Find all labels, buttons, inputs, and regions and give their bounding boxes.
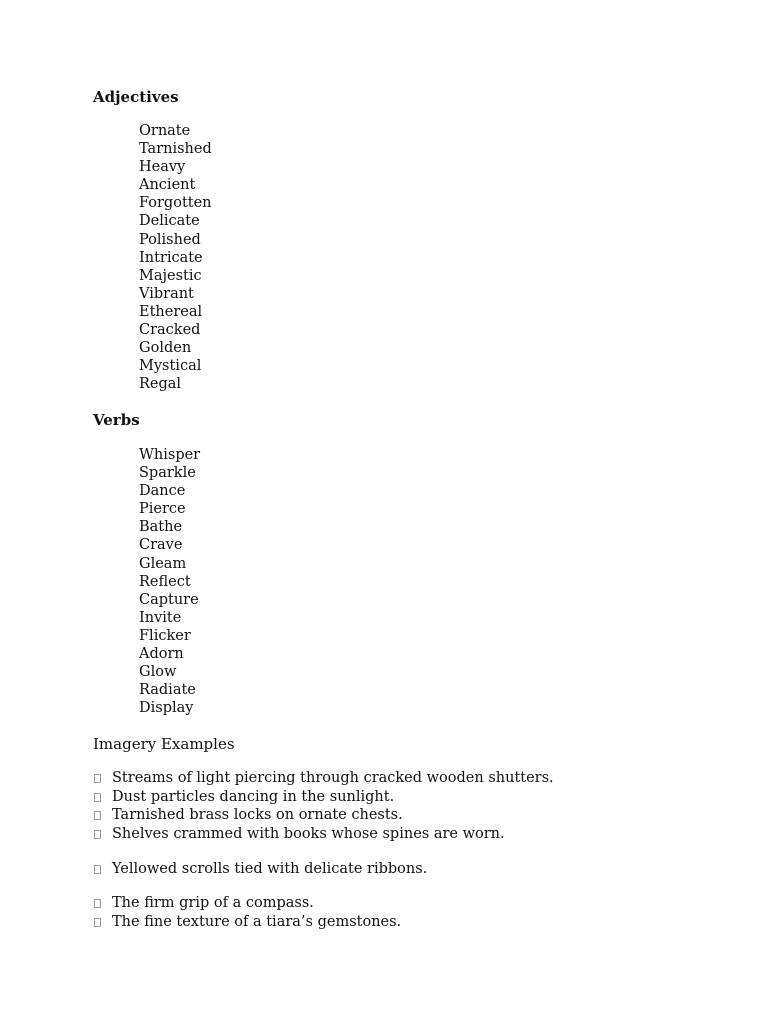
verbs-heading: Verbs [93,411,140,429]
missing-glyph-bullet-icon [94,774,101,783]
list-word: Glow [139,664,177,681]
missing-glyph-bullet-icon [94,899,101,908]
list-word: Forgotten [139,195,212,212]
imagery-heading: Imagery Examples [93,735,235,753]
list-word: Gleam [139,555,187,572]
list-word: Cracked [139,322,201,339]
list-word: Whisper [139,447,201,463]
list-word: Heavy [139,159,186,176]
imagery-text: The firm grip of a compass. [112,895,314,911]
list-word: Golden [139,340,192,357]
list-word: Pierce [139,501,186,518]
imagery-text: Streams of light piercing through cracked wooden shutters. [112,770,554,786]
imagery-text: The fine texture of a tiara’s gemstones. [112,913,402,930]
list-word: Sparkle [139,465,196,482]
missing-glyph-bullet-icon [94,865,101,874]
list-word: Dance [139,483,186,500]
imagery-text: Yellowed scrolls tied with delicate ribbons. [112,861,428,877]
list-word: Radiate [139,682,196,699]
imagery-text: Tarnished brass locks on ornate chests. [112,807,403,823]
list-word: Tarnished [139,141,212,158]
list-word: Crave [139,537,183,554]
missing-glyph-bullet-icon [94,793,101,802]
list-word: Adorn [139,646,184,663]
list-word: Invite [139,609,182,626]
list-word: Polished [139,231,201,248]
list-word: Flicker [139,627,191,644]
list-word: Ornate [139,123,191,139]
list-word: Display [139,700,194,717]
list-word: Vibrant [139,285,194,302]
imagery-text: Dust particles dancing in the sunlight. [112,788,395,805]
list-word: Regal [139,376,182,393]
missing-glyph-bullet-icon [94,830,101,839]
list-word: Reflect [139,573,191,590]
imagery-text: Shelves crammed with books whose spines are worn. [112,825,505,842]
list-word: Capture [139,591,199,608]
list-word: Delicate [139,213,200,230]
list-word: Ethereal [139,303,203,320]
missing-glyph-bullet-icon [94,811,101,820]
adjectives-heading: Adjectives [93,88,179,106]
list-word: Bathe [139,519,183,536]
list-word: Ancient [139,177,196,194]
list-word: Intricate [139,249,203,266]
list-word: Majestic [139,267,202,284]
list-word: Mystical [139,358,202,375]
missing-glyph-bullet-icon [94,918,101,927]
